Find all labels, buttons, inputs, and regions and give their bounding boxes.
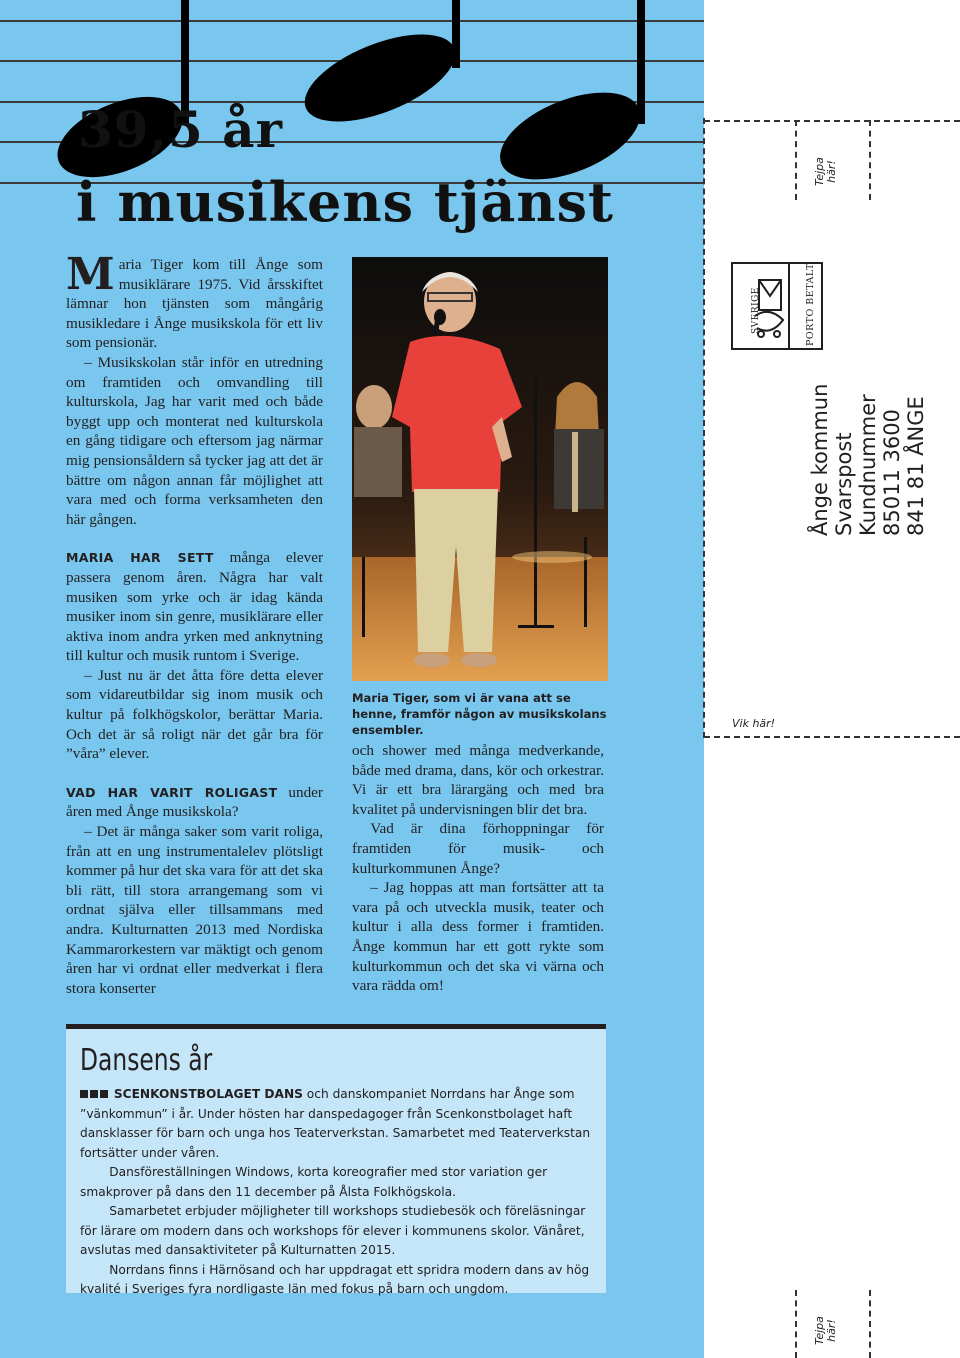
music-notes-icon [0, 0, 704, 190]
address-line: Kundnummer [856, 394, 880, 536]
right-column [352, 741, 604, 996]
paragraph: VAD HAR VARIT ROLIGAST under åren med Ånge musikskola? [66, 783, 323, 821]
paragraph: – Det är många saker som varit roliga, från att en ung instrumentalelev plötsligt kommer på hur det ska vara för att det ska bli rätt, till stora arrangemang som vi ordnat själva eller tillsammans med andra. Kulturnatten 2013 med Nordiska Kammarorkestern var mäktigt och genom åren har vi ordnat eller medverkat i flera stora konserter [66, 823, 323, 997]
paragraph: – Just nu är det åtta före detta elever som vidareutbildar sig inom musik och kultur på folkhögskolor, berättar Maria. Och det är så roligt när det går bra för ”våra” elever. [66, 666, 323, 763]
box-title: Dansens år [80, 1043, 213, 1078]
square-bullet-icon [90, 1090, 98, 1098]
fold-line [704, 736, 960, 738]
tape-label-top: Tejpa här! [813, 157, 838, 186]
photo-caption: Maria Tiger, som vi är vana att se henne, framför någon av musikskolans ensembler. [352, 691, 607, 737]
tape-mark [869, 120, 871, 200]
paragraph: Vad är dina förhoppningar för framtiden för musik- och kulturkommunen Ånge? [352, 820, 604, 877]
stamp-country: SVERIGE [751, 287, 761, 334]
box-paragraph: SCENKONSTBOLAGET DANS och danskompaniet Norrdans har Ånge som ”vänkommun” i år. Under hösten har danspedagoger från Scenkonstbolaget haft dansklasser för barn och unga hos Teaterverkstan. Samarbetet med Teaterverkstan fortsätter under våren. [80, 1087, 591, 1160]
postage-stamp [731, 262, 823, 350]
box-paragraph: Dansföreställningen Windows, korta koreografier med stor variation ger smakprover på dans den 11 december på Ålsta Folkhögskola. [80, 1165, 548, 1199]
paragraph: – Musikskolan står inför en utredning om framtiden och omvandling till kulturskola, Jag har varit med och både byggt upp och monterat ned kulturskola en gång tidigare och eftersom jag närmar mig pensionsåldern så tycker jag att det är bättre om någon annan får möjlighet att vara med och forma verksamheten den här gången. [66, 353, 323, 528]
dansens-ar-box [66, 1029, 606, 1296]
box-paragraph: Samarbetet erbjuder möjligheter till workshops studiebesök och föreläsningar för lärare om modern dans och workshops för elever i kommunens skolor. Vänåret, avslutas med dansaktiviteter på Kulturnatten 2015. [80, 1204, 586, 1257]
concert-photo [352, 257, 608, 681]
reply-address [808, 384, 928, 536]
box-runin: SCENKONSTBOLAGET DANS [113, 1087, 303, 1101]
lead-paragraph: Maria Tiger kom till Ånge som musiklärare 1975. Vid årsskiftet lämnar hon tjänsten som mångårig musikledare i Ånge musikskola för ett liv som pensionär. [66, 249, 323, 352]
post-horn-icon [751, 276, 787, 340]
runin-heading: MARIA HAR SETT [66, 550, 214, 566]
paragraph: – Jag hoppas att man fortsätter att ta vara på och utveckla musik, teater och kultur i alla dess former i framtiden. Ånge kommun har ett gott rykte som kulturkommun och det ska vi värna och vara rädda om! [352, 879, 604, 995]
drop-cap: M [66, 249, 115, 300]
tape-mark [869, 1290, 871, 1358]
paragraph: och shower med många medverkande, både med drama, dans, kör och orkestrar. Vi är ett bra lärargäng och med bra kvalitet på undervisningen blir det bra. [352, 742, 604, 818]
address-line: Ånge kommun [808, 383, 832, 536]
address-line: 85011 3600 [880, 409, 904, 536]
paragraph: MARIA HAR SETT många elever passera genom åren. Några har valt musiken som yrke och är idag kända musiker inom sin genre, musiklärare eller aktiva inom andra yrken med anknytning till kultur och musik runtom i Sverige. [66, 549, 323, 665]
tape-mark [795, 1290, 797, 1358]
square-bullet-icon [100, 1090, 108, 1098]
fold-label: Vik här! [732, 717, 776, 730]
cut-line [704, 120, 960, 122]
address-line: Svarspost [832, 432, 856, 536]
tape-label-bottom: Tejpa här! [813, 1316, 838, 1345]
square-bullet-icon [80, 1090, 88, 1098]
left-column [66, 249, 323, 998]
address-line: 841 81 ÅNGE [904, 396, 928, 536]
box-paragraph: Norrdans finns i Härnösand och har uppdragat ett spridra modern dans av hög kvalité i Sveriges fyra nordligaste län med fokus på barn och ungdom. [80, 1262, 590, 1296]
article-title-line1: 39,5 år [78, 100, 283, 159]
article-title-line2: i musikens tjänst [76, 170, 614, 234]
tape-mark [795, 120, 797, 200]
stamp-paid: PORTO BETALT [805, 263, 816, 346]
cut-line [703, 118, 705, 738]
box-text [80, 1085, 598, 1300]
stamp-divider [788, 264, 790, 348]
runin-heading: VAD HAR VARIT ROLIGAST [66, 784, 278, 800]
